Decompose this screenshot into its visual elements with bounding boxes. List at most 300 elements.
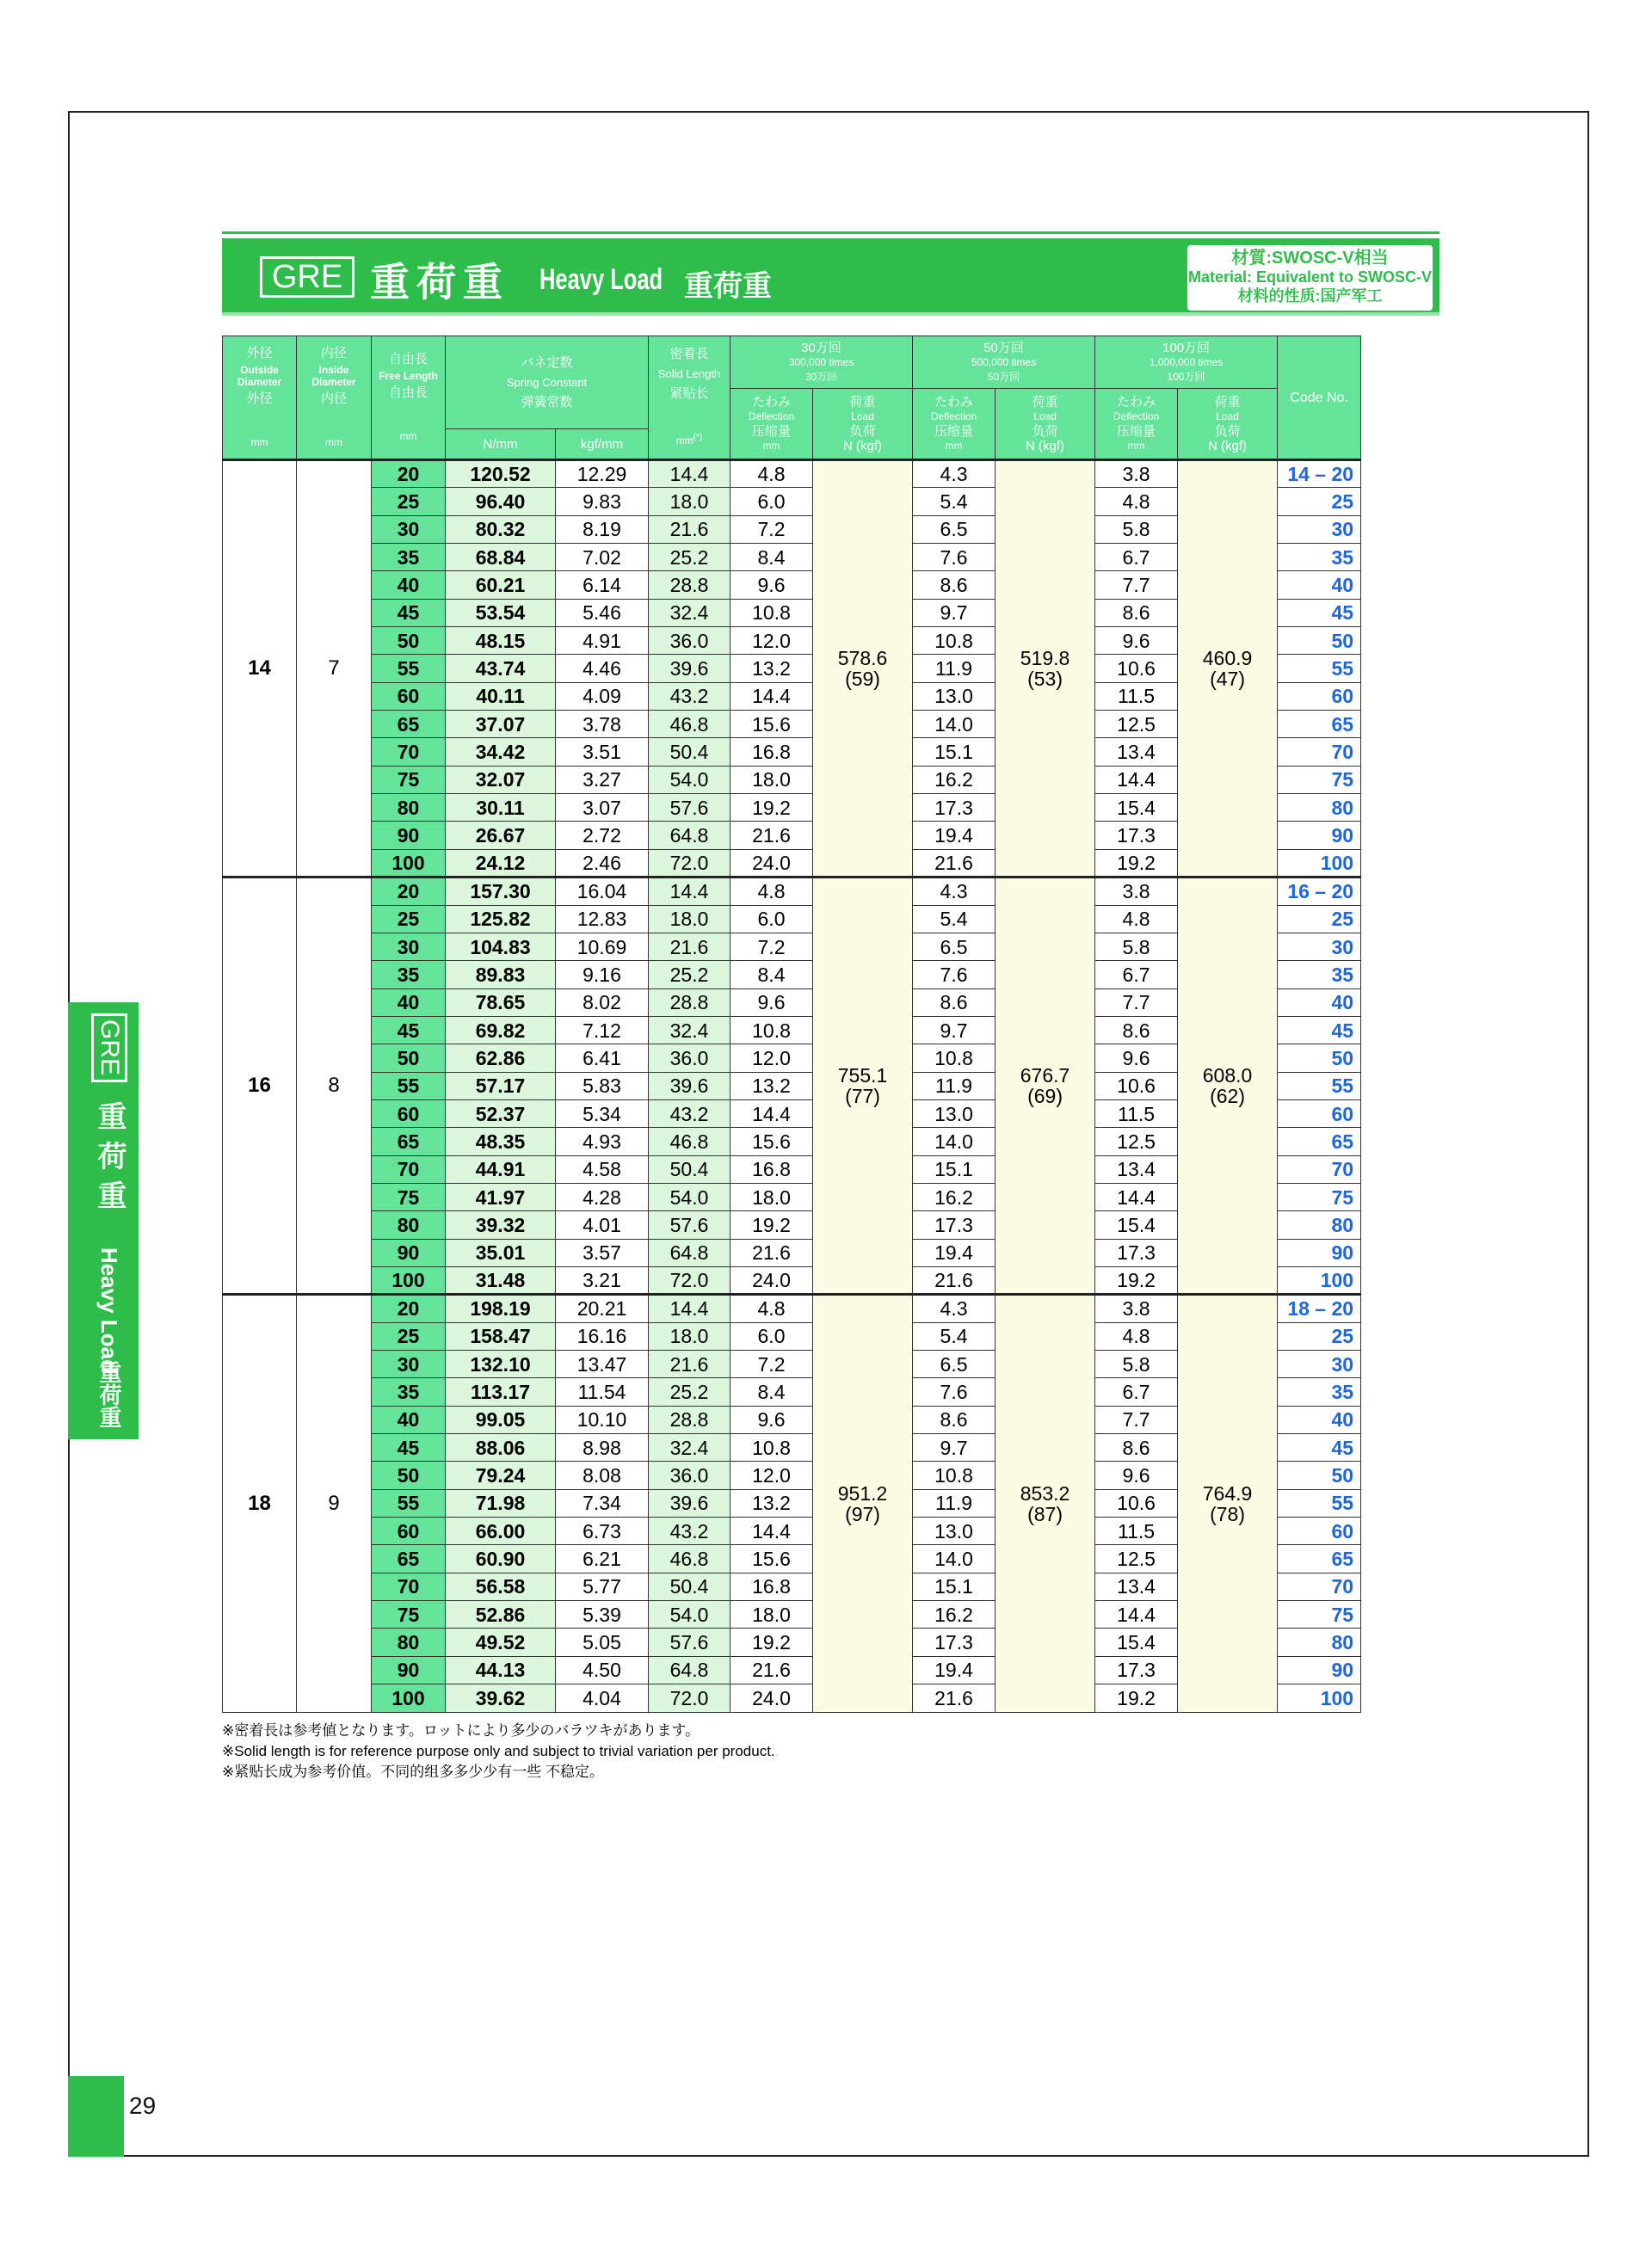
- code-number-cell: [1278, 1044, 1361, 1072]
- load-300k-cell-n: 951.2: [837, 1482, 888, 1506]
- deflection-300k-cell: 10.8: [730, 1016, 813, 1044]
- deflection-300k-cell: 19.2: [730, 794, 813, 822]
- spring-constant-nmm-cell: 24.12: [446, 849, 556, 877]
- c300-jp: 30万回: [801, 340, 841, 355]
- deflection-1m-cell: 19.2: [1095, 1684, 1178, 1713]
- spring-constant-kgf-cell: 9.16: [556, 961, 649, 988]
- solid-length-cell: 46.8: [649, 1128, 730, 1155]
- spring-constant-kgf-cell: 13.47: [556, 1351, 649, 1378]
- spring-constant-nmm-cell: 43.74: [446, 655, 556, 682]
- deflection-1m-cell: 10.6: [1095, 1489, 1178, 1517]
- deflection-1m-cell: 5.8: [1095, 933, 1178, 960]
- solid-length-cell: 14.4: [649, 460, 730, 488]
- free-length-cell: 90: [372, 822, 446, 849]
- code-suffix: 70: [1331, 1575, 1354, 1598]
- spring-constant-nmm-cell: 48.35: [446, 1128, 556, 1155]
- code-number-cell: [1278, 515, 1361, 543]
- code-number-cell: [1278, 1211, 1361, 1239]
- code-prefix: 16 –: [1287, 880, 1327, 903]
- spring-constant-kgf-cell: 4.01: [556, 1211, 649, 1239]
- free-length-cell: 90: [372, 1239, 446, 1266]
- banner-shadow: [222, 312, 1439, 316]
- deflection-500k-cell: 5.4: [913, 488, 996, 515]
- code-suffix: 60: [1331, 685, 1354, 708]
- solid-length-cell: 28.8: [649, 1406, 730, 1433]
- deflection-500k-cell: 14.0: [913, 711, 996, 738]
- spring-constant-kgf-cell: 4.91: [556, 627, 649, 655]
- sc-cn: 弹簧常数: [521, 395, 573, 410]
- spring-constant-kgf-cell: 3.57: [556, 1239, 649, 1266]
- deflection-300k-cell: 9.6: [730, 571, 813, 599]
- code-suffix: 45: [1331, 1019, 1354, 1042]
- spring-constant-kgf-cell: 3.27: [556, 766, 649, 793]
- deflection-500k-cell: 16.2: [913, 766, 996, 793]
- spring-constant-nmm-cell: 44.91: [446, 1155, 556, 1183]
- table-header: [223, 336, 1361, 460]
- free-length-cell: 35: [372, 544, 446, 571]
- load-500k-cell-n: 853.2: [1020, 1482, 1070, 1506]
- spring-constant-nmm-cell: 80.32: [446, 515, 556, 543]
- deflection-500k-cell: 16.2: [913, 1183, 996, 1210]
- footnote-jp: ※密着長は参考値となります。ロットにより多少のバラツキがあります。: [222, 1722, 700, 1739]
- load-500k-cell: [996, 460, 1095, 878]
- deflection-1m-cell: 10.6: [1095, 1072, 1178, 1099]
- spring-constant-nmm-cell: 52.37: [446, 1099, 556, 1127]
- deflection-1m-cell: 14.4: [1095, 1183, 1178, 1210]
- deflection-500k-cell: 5.4: [913, 1322, 996, 1350]
- load-1m-cell-n: 764.9: [1202, 1482, 1253, 1506]
- deflection-300k-cell: 10.8: [730, 1434, 813, 1462]
- spring-constant-nmm-cell: 113.17: [446, 1378, 556, 1406]
- free-length-cell: 25: [372, 488, 446, 515]
- deflection-1m-cell: 12.5: [1095, 1128, 1178, 1155]
- deflection-1m-cell: 5.8: [1095, 1351, 1178, 1378]
- series-title-en: Heavy Load: [539, 263, 663, 296]
- solid-length-cell: 43.2: [649, 682, 730, 710]
- spring-constant-nmm-cell: 60.90: [446, 1545, 556, 1573]
- deflection-500k-cell: 10.8: [913, 1462, 996, 1489]
- free-length-cell: 80: [372, 1629, 446, 1656]
- header-cycles-300k: [730, 336, 913, 389]
- spring-constant-nmm-cell: 157.30: [446, 878, 556, 905]
- code-number-cell: [1278, 599, 1361, 626]
- deflection-500k-cell: 16.2: [913, 1601, 996, 1629]
- header-cycles-500k: [913, 336, 1095, 389]
- spring-constant-nmm-cell: 88.06: [446, 1434, 556, 1462]
- deflection-300k-cell: 6.0: [730, 1322, 813, 1350]
- deflection-300k-cell: 15.6: [730, 711, 813, 738]
- code-suffix: 100: [1320, 851, 1354, 874]
- material-jp: 材質:SWOSC-V相当: [1231, 249, 1389, 268]
- deflection-500k-cell: 9.7: [913, 1434, 996, 1462]
- code-suffix: 45: [1331, 601, 1354, 625]
- spring-constant-kgf-cell: 5.83: [556, 1072, 649, 1099]
- header-outside-diameter: [223, 336, 297, 460]
- free-length-cell: 55: [372, 655, 446, 682]
- code-suffix: 35: [1331, 545, 1354, 569]
- spring-constant-kgf-cell: 3.07: [556, 794, 649, 822]
- solid-length-cell: 25.2: [649, 961, 730, 988]
- spring-constant-nmm-cell: 158.47: [446, 1322, 556, 1350]
- solid-length-cell: 25.2: [649, 544, 730, 571]
- free-length-cell: 65: [372, 1545, 446, 1573]
- load-1m-cell-kgf: (47): [1210, 668, 1245, 691]
- free-length-cell: 80: [372, 794, 446, 822]
- deflection-500k-cell: 17.3: [913, 794, 996, 822]
- code-number-cell: [1278, 1295, 1361, 1322]
- deflection-500k-cell: 9.7: [913, 599, 996, 626]
- free-length-cell: 60: [372, 1099, 446, 1127]
- solid-length-cell: 14.4: [649, 878, 730, 905]
- solid-length-cell: 72.0: [649, 849, 730, 877]
- free-length-cell: 50: [372, 627, 446, 655]
- spring-constant-nmm-cell: 44.13: [446, 1656, 556, 1684]
- solid-length-cell: 43.2: [649, 1518, 730, 1545]
- spring-constant-nmm-cell: 30.11: [446, 794, 556, 822]
- free-length-cell: 45: [372, 1016, 446, 1044]
- spring-constant-kgf-cell: 16.04: [556, 878, 649, 905]
- header-unit-kgfmm: kgf/mm: [556, 429, 649, 460]
- code-number-cell: [1278, 1573, 1361, 1600]
- spring-constant-kgf-cell: 8.19: [556, 515, 649, 543]
- c500-en: 500,000 times: [971, 355, 1037, 368]
- c300-en: 300,000 times: [788, 355, 854, 368]
- load-500k-cell: [996, 878, 1095, 1295]
- spring-constant-nmm-cell: 96.40: [446, 488, 556, 515]
- code-number-cell: [1278, 1656, 1361, 1684]
- deflection-300k-cell: 8.4: [730, 961, 813, 988]
- free-length-cell: 40: [372, 1406, 446, 1433]
- code-suffix: 65: [1331, 1130, 1354, 1153]
- deflection-300k-cell: 16.8: [730, 1573, 813, 1600]
- deflection-300k-cell: 18.0: [730, 1183, 813, 1210]
- spring-constant-nmm-cell: 198.19: [446, 1295, 556, 1322]
- header-deflection-300k: たわみ Deflection 压缩量 mm: [730, 389, 813, 460]
- outside-diameter-cell: 14: [223, 460, 297, 878]
- free-length-cell: 60: [372, 1518, 446, 1545]
- deflection-500k-cell: 21.6: [913, 1684, 996, 1713]
- header-solid-length: [649, 336, 730, 460]
- deflection-1m-cell: 6.7: [1095, 961, 1178, 988]
- deflection-1m-cell: 6.7: [1095, 544, 1178, 571]
- code-suffix: 25: [1331, 1325, 1354, 1348]
- deflection-300k-cell: 4.8: [730, 1295, 813, 1322]
- spring-constant-nmm-cell: 57.17: [446, 1072, 556, 1099]
- table-row: [223, 1295, 1361, 1322]
- deflection-1m-cell: 6.7: [1095, 1378, 1178, 1406]
- spring-constant-nmm-cell: 68.84: [446, 544, 556, 571]
- code-suffix: 80: [1331, 1213, 1354, 1236]
- deflection-1m-cell: 4.8: [1095, 488, 1178, 515]
- code-number-cell: [1278, 1601, 1361, 1629]
- spring-constant-nmm-cell: 89.83: [446, 961, 556, 988]
- deflection-500k-cell: 17.3: [913, 1629, 996, 1656]
- spring-constant-nmm-cell: 99.05: [446, 1406, 556, 1433]
- deflection-300k-cell: 10.8: [730, 599, 813, 626]
- deflection-500k-cell: 4.3: [913, 1295, 996, 1322]
- solid-length-cell: 57.6: [649, 794, 730, 822]
- code-number-cell: [1278, 1684, 1361, 1713]
- code-suffix: 50: [1331, 1046, 1354, 1069]
- deflection-300k-cell: 7.2: [730, 515, 813, 543]
- code-number-cell: [1278, 1629, 1361, 1656]
- od-en: Outside Diameter: [237, 363, 282, 388]
- spring-constant-kgf-cell: 4.93: [556, 1128, 649, 1155]
- deflection-300k-cell: 7.2: [730, 1351, 813, 1378]
- deflection-500k-cell: 21.6: [913, 849, 996, 877]
- free-length-cell: 45: [372, 599, 446, 626]
- spring-constant-kgf-cell: 7.02: [556, 544, 649, 571]
- code-number-cell: [1278, 738, 1361, 766]
- spring-constant-nmm-cell: 39.62: [446, 1684, 556, 1713]
- code-suffix: 70: [1331, 1158, 1354, 1181]
- deflection-1m-cell: 17.3: [1095, 1656, 1178, 1684]
- load-1m-cell: [1178, 460, 1278, 878]
- code-suffix: 45: [1331, 1436, 1354, 1459]
- solid-length-cell: 50.4: [649, 1155, 730, 1183]
- free-length-cell: 20: [372, 1295, 446, 1322]
- code-number-cell: [1278, 1016, 1361, 1044]
- spring-constant-kgf-cell: 4.04: [556, 1684, 649, 1713]
- code-suffix: 90: [1331, 1659, 1354, 1682]
- series-code-badge: GRE: [260, 256, 354, 298]
- code-number-cell: [1278, 627, 1361, 655]
- free-length-cell: 65: [372, 711, 446, 738]
- spring-constant-kgf-cell: 2.72: [556, 822, 649, 849]
- deflection-500k-cell: 5.4: [913, 905, 996, 933]
- spring-constant-kgf-cell: 4.28: [556, 1183, 649, 1210]
- header-code-no: Code No.: [1278, 336, 1361, 460]
- deflection-500k-cell: 7.6: [913, 961, 996, 988]
- header-load-300k: 荷重 Load 负荷 N (kgf): [813, 389, 913, 460]
- deflection-300k-cell: 9.6: [730, 1406, 813, 1433]
- solid-length-cell: 18.0: [649, 1322, 730, 1350]
- deflection-500k-cell: 9.7: [913, 1016, 996, 1044]
- solid-length-cell: 32.4: [649, 599, 730, 626]
- free-length-cell: 70: [372, 1573, 446, 1600]
- load-1m-cell-kgf: (62): [1210, 1085, 1245, 1108]
- spring-constant-kgf-cell: 6.14: [556, 571, 649, 599]
- spring-constant-nmm-cell: 120.52: [446, 460, 556, 488]
- solid-length-cell: 50.4: [649, 738, 730, 766]
- footnotes: [222, 1721, 775, 1783]
- header-deflection-1m: たわみ Deflection 压缩量 mm: [1095, 389, 1178, 460]
- code-suffix: 55: [1331, 1075, 1354, 1098]
- spring-constant-nmm-cell: 48.15: [446, 627, 556, 655]
- free-length-cell: 65: [372, 1128, 446, 1155]
- deflection-300k-cell: 18.0: [730, 1601, 813, 1629]
- spring-constant-kgf-cell: 9.83: [556, 488, 649, 515]
- solid-length-cell: 50.4: [649, 1573, 730, 1600]
- deflection-1m-cell: 9.6: [1095, 1462, 1178, 1489]
- solid-length-cell: 21.6: [649, 933, 730, 960]
- code-number-cell: [1278, 905, 1361, 933]
- code-number-cell: [1278, 849, 1361, 877]
- code-suffix: 50: [1331, 1464, 1354, 1487]
- solid-length-cell: 43.2: [649, 1099, 730, 1127]
- spring-constant-nmm-cell: 104.83: [446, 933, 556, 960]
- code-suffix: 90: [1331, 824, 1354, 847]
- code-suffix: 30: [1331, 935, 1354, 958]
- code-number-cell: [1278, 460, 1361, 488]
- deflection-1m-cell: 15.4: [1095, 1629, 1178, 1656]
- code-number-cell: [1278, 682, 1361, 710]
- free-length-cell: 45: [372, 1434, 446, 1462]
- load-500k-cell-kgf: (69): [1027, 1085, 1063, 1108]
- deflection-300k-cell: 24.0: [730, 1684, 813, 1713]
- code-suffix: 40: [1331, 1408, 1354, 1432]
- code-suffix: 20: [1331, 880, 1354, 903]
- solid-length-cell: 36.0: [649, 1462, 730, 1489]
- deflection-1m-cell: 9.6: [1095, 1044, 1178, 1072]
- c1m-en: 1,000,000 times: [1149, 355, 1224, 368]
- free-length-cell: 55: [372, 1072, 446, 1099]
- deflection-1m-cell: 5.8: [1095, 515, 1178, 543]
- spring-constant-kgf-cell: 2.46: [556, 849, 649, 877]
- spring-spec-table: [222, 336, 1361, 1713]
- load-1m-cell: [1178, 878, 1278, 1295]
- code-number-cell: [1278, 1099, 1361, 1127]
- spring-constant-kgf-cell: 4.58: [556, 1155, 649, 1183]
- deflection-300k-cell: 24.0: [730, 1266, 813, 1294]
- spring-constant-kgf-cell: 12.29: [556, 460, 649, 488]
- deflection-500k-cell: 15.1: [913, 1573, 996, 1600]
- spring-constant-nmm-cell: 62.86: [446, 1044, 556, 1072]
- table-body: [223, 460, 1361, 1713]
- spring-constant-nmm-cell: 125.82: [446, 905, 556, 933]
- spring-constant-kgf-cell: 8.98: [556, 1434, 649, 1462]
- deflection-1m-cell: 13.4: [1095, 1155, 1178, 1183]
- code-number-cell: [1278, 571, 1361, 599]
- deflection-500k-cell: 15.1: [913, 1155, 996, 1183]
- free-length-cell: 40: [372, 988, 446, 1016]
- sc-en: Spring Constant: [506, 376, 588, 389]
- code-number-cell: [1278, 1434, 1361, 1462]
- load-500k-cell: [996, 1295, 1095, 1713]
- solid-length-cell: 54.0: [649, 766, 730, 793]
- deflection-500k-cell: 6.5: [913, 1351, 996, 1378]
- solid-length-cell: 25.2: [649, 1378, 730, 1406]
- free-length-cell: 70: [372, 738, 446, 766]
- free-length-cell: 100: [372, 849, 446, 877]
- id-en: Inside Diameter: [311, 363, 356, 388]
- solid-length-cell: 64.8: [649, 822, 730, 849]
- sc-jp: バネ定数: [521, 355, 573, 370]
- code-suffix: 40: [1331, 991, 1354, 1014]
- footnote-cn: ※紧贴长成为参考价值。不同的组多多少少有一些 不稳定。: [222, 1764, 604, 1780]
- solid-length-cell: 46.8: [649, 1545, 730, 1573]
- spring-constant-kgf-cell: 7.34: [556, 1489, 649, 1517]
- spring-constant-kgf-cell: 10.69: [556, 933, 649, 960]
- code-number-cell: [1278, 544, 1361, 571]
- header-inside-diameter: [297, 336, 372, 460]
- deflection-500k-cell: 14.0: [913, 1128, 996, 1155]
- deflection-300k-cell: 12.0: [730, 627, 813, 655]
- deflection-300k-cell: 16.8: [730, 1155, 813, 1183]
- deflection-1m-cell: 12.5: [1095, 711, 1178, 738]
- free-length-cell: 70: [372, 1155, 446, 1183]
- solid-length-cell: 14.4: [649, 1295, 730, 1322]
- solid-length-cell: 72.0: [649, 1684, 730, 1713]
- code-number-cell: [1278, 1266, 1361, 1294]
- side-tab-code: GRE: [91, 1013, 127, 1082]
- free-length-cell: 50: [372, 1044, 446, 1072]
- deflection-1m-cell: 3.8: [1095, 1295, 1178, 1322]
- deflection-300k-cell: 14.4: [730, 1099, 813, 1127]
- solid-length-cell: 57.6: [649, 1211, 730, 1239]
- fl-cn: 自由長: [388, 385, 428, 400]
- solid-length-cell: 64.8: [649, 1656, 730, 1684]
- code-number-cell: [1278, 655, 1361, 682]
- header-deflection-500k: たわみ Deflection 压缩量 mm: [913, 389, 996, 460]
- solid-length-cell: 28.8: [649, 571, 730, 599]
- deflection-500k-cell: 13.0: [913, 1518, 996, 1545]
- deflection-500k-cell: 19.4: [913, 822, 996, 849]
- code-prefix: 18 –: [1287, 1297, 1327, 1321]
- deflection-1m-cell: 14.4: [1095, 1601, 1178, 1629]
- free-length-cell: 25: [372, 1322, 446, 1350]
- free-length-cell: 75: [372, 1601, 446, 1629]
- code-suffix: 30: [1331, 1352, 1354, 1376]
- code-number-cell: [1278, 1183, 1361, 1210]
- code-suffix: 55: [1331, 1492, 1354, 1515]
- code-number-cell: [1278, 1322, 1361, 1350]
- od-jp: 外径: [246, 345, 273, 360]
- id-cn: 内径: [320, 391, 347, 406]
- load-1m-cell-n: 460.9: [1202, 647, 1253, 670]
- spring-constant-nmm-cell: 32.07: [446, 766, 556, 793]
- deflection-1m-cell: 19.2: [1095, 849, 1178, 877]
- solid-length-cell: 39.6: [649, 1489, 730, 1517]
- series-title-jp: 重荷重: [370, 260, 509, 305]
- spring-constant-kgf-cell: 4.50: [556, 1656, 649, 1684]
- solid-length-cell: 64.8: [649, 1239, 730, 1266]
- code-prefix: 14 –: [1287, 463, 1327, 486]
- deflection-300k-cell: 21.6: [730, 822, 813, 849]
- deflection-1m-cell: 17.3: [1095, 822, 1178, 849]
- deflection-500k-cell: 17.3: [913, 1211, 996, 1239]
- load-300k-cell: [813, 460, 913, 878]
- spring-constant-kgf-cell: 8.08: [556, 1462, 649, 1489]
- spring-constant-nmm-cell: 71.98: [446, 1489, 556, 1517]
- footnote-en: ※Solid length is for reference purpose only and subject to trivial variation per product.: [222, 1743, 775, 1759]
- deflection-300k-cell: 21.6: [730, 1239, 813, 1266]
- solid-length-cell: 72.0: [649, 1266, 730, 1294]
- deflection-1m-cell: 10.6: [1095, 655, 1178, 682]
- code-suffix: 75: [1331, 768, 1354, 791]
- header-unit-nmm: N/mm: [446, 429, 556, 460]
- solid-length-cell: 21.6: [649, 1351, 730, 1378]
- deflection-300k-cell: 4.8: [730, 460, 813, 488]
- side-tab-jp: 重荷重: [93, 1101, 126, 1220]
- deflection-1m-cell: 11.5: [1095, 1518, 1178, 1545]
- deflection-500k-cell: 10.8: [913, 1044, 996, 1072]
- code-number-cell: [1278, 1545, 1361, 1573]
- deflection-500k-cell: 15.1: [913, 738, 996, 766]
- deflection-300k-cell: 12.0: [730, 1044, 813, 1072]
- spring-constant-nmm-cell: 79.24: [446, 1462, 556, 1489]
- spring-constant-kgf-cell: 5.77: [556, 1573, 649, 1600]
- solid-length-cell: 32.4: [649, 1016, 730, 1044]
- load-500k-cell-n: 519.8: [1020, 647, 1070, 670]
- deflection-300k-cell: 13.2: [730, 1489, 813, 1517]
- code-number-cell: [1278, 1239, 1361, 1266]
- code-number-cell: [1278, 1406, 1361, 1433]
- code-suffix: 25: [1331, 908, 1354, 931]
- spring-constant-kgf-cell: 20.21: [556, 1295, 649, 1322]
- spring-constant-kgf-cell: 3.78: [556, 711, 649, 738]
- load-300k-cell: [813, 1295, 913, 1713]
